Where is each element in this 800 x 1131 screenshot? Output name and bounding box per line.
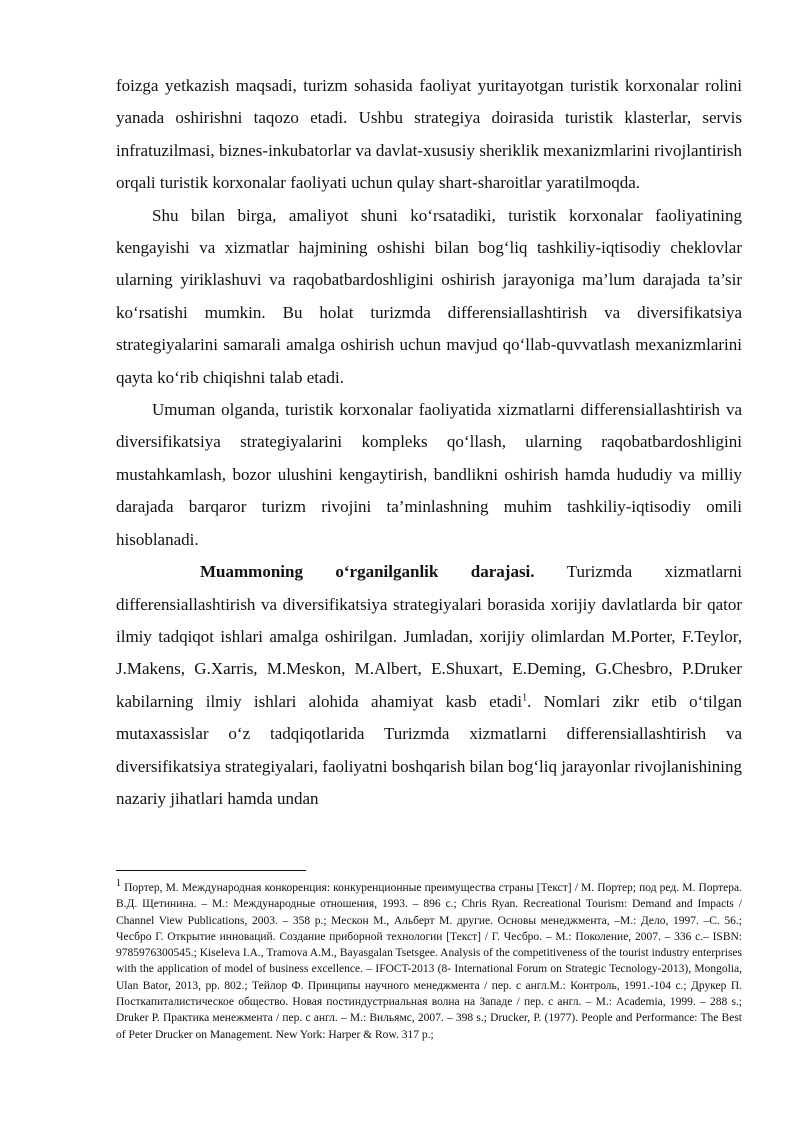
footnote-separator	[116, 870, 306, 871]
footnote	[116, 880, 742, 1043]
paragraph-continuation: foizga yetkazish maqsadi, turizm sohasida faoliyat yuritayotgan turistik korxonalar rolini yanada oshirishni taqozo etadi. Ushbu strategiya doirasida turistik klasterlar, servis infratuzilmasi, biznes-inkubatorlar va davlat-xususiy sheriklik mexanizmlarini rivojlantirish orqali turistik korxonalar faoliyati uchun qulay shart-sharoitlar yaratilmoqda.	[116, 76, 742, 193]
section-text-before-note: Turizmda xizmatlarni differensiallashtirish va diversifikatsiya strategiyalari borasida xorijiy davlatlarda bir qator ilmiy tadqiqot ishlari amalga oshirilgan. Jumladan, xorijiy olimlardan M.Porter, F.Teylor, J.Makens, G.Xarris, M.Meskon, M.Albert, E.Shuxart, E.Deming, G.Chesbro, P.Druker kabilarning ilmiy ishlari alohida ahamiyat kasb etadi	[116, 562, 743, 711]
section-heading: Muammoning o‘rganilganlik darajasi.	[200, 562, 535, 582]
section-text-after-note: . Nomlari zikr etib o‘tilgan mutaxassislar o‘z tadqiqotlarida Turizmda xizmatlarni differensiallashtirish va diversifikatsiya strategiyalari, faoliyatni boshqarish bilan bog‘liq jarayonlar rivojlanishining nazariy jihatlari hamda undan	[116, 691, 743, 808]
footnote-mark: 1	[116, 878, 121, 890]
paragraph-study-degree	[116, 556, 742, 815]
footnote-reference[interactable]: 1	[522, 692, 528, 704]
paragraph-summary: Umuman olganda, turistik korxonalar faoliyatida xizmatlarni differensiallashtirish va diversifikatsiya strategiyalarini kompleks qo‘llash, ularning raqobatbardoshligini mustahkamlash, bozor ulushini kengaytirish, bandlikni oshirish hamda hududiy va milliy darajada barqaror turizm rivojini ta’minlashning muhim tashkiliy-iqtisodiy omili hisoblanadi.	[116, 400, 742, 549]
body-text	[116, 70, 742, 815]
paragraph-practice: Shu bilan birga, amaliyot shuni ko‘rsatadiki, turistik korxonalar faoliyatining kengayishi va xizmatlar hajmining oshishi bilan bog‘liq tashkiliy-iqtisodiy cheklovlar ularning yiriklashuvi va raqobatbardoshligini oshirish jarayoniga ma’lum darajada ta’sir ko‘rsatishi mumkin. Bu holat turizmda differensiallashtirish va diversifikatsiya strategiyalarini samarali amalga oshirish uchun mavjud qo‘llab-quvvatlash mexanizmlarini qayta ko‘rib chiqishni talab etadi.	[116, 205, 742, 387]
footnote-text: Портер, М. Международная конкоренция: конкуренционные преимущества страны [Текст] / М. Портер; под ред. М. Портера. В.Д. Щетинина. – М.: Международные отношения, 1993. – 896 с.; Chris Ryan. Recreational Tourism: Demand and Impacts / Channel View Publications, 2003. – 358 p.; Мескон М., Альберт М. другие. Основы менеджмента, –М.: Дело, 1997. –С. 56.; Чесбро Г. Открытие инноваций. Создание приборной технологии [Текст] / Г. Чесбро. – М.: Поколение, 2007. – 336 с.– ISBN: 9785976300545.; Kiseleva I.A., Tramova A.M., Bayasgalan Tsetsgee. Analysis of the competitiveness of the tourist industry enterprises with the application of model of business excellence. – IFOCT-2013 (8- International Forum on Strategic Tecnology-2013), Mongolia, Ulan Bator, 2013, pp. 802.; Тейлор Ф. Принципы научного менеджмента / пер. с англ.М.: Контроль, 1991.-104 с.; Друкер П. Посткапиталистическое общество. Новая постиндустриальная волна на Западе / пер. с англ. – М.: Academia, 1999. – 288 s.; Druker P. Практика менежмента / пер. с англ. – М.: Вильямс, 2007. – 398 s.; Drucker, P. (1977). People and Performance: The Best of Peter Drucker on Management. New York: Harper & Row. 317 p.;	[116, 882, 742, 1041]
